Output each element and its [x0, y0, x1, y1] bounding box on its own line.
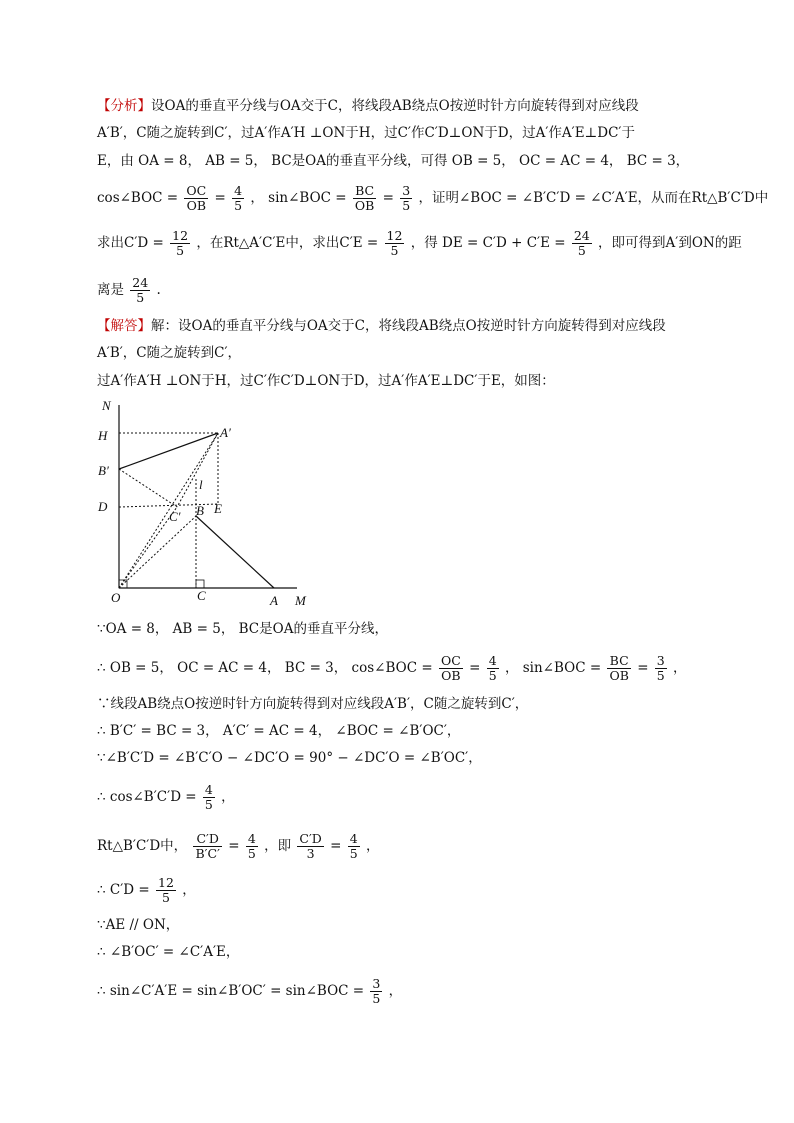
denominator: 5 — [136, 290, 145, 305]
numerator: C′D — [299, 831, 322, 846]
numerator: 4 — [247, 831, 256, 846]
step-text: ， sin∠BOC = — [504, 660, 602, 676]
step-text: ， — [182, 882, 196, 898]
fraction — [184, 184, 208, 213]
solution-tag: 【解答】 — [97, 318, 151, 334]
numerator: BC — [353, 184, 376, 199]
denominator: OB — [609, 668, 629, 683]
step-text: = — [228, 838, 240, 854]
label-l: l — [199, 477, 203, 492]
analysis-text: 设OA的垂直平分线与OA交于C，将线段AB绕点O按逆时针方向旋转得到对应线段 — [151, 98, 639, 114]
step-line-11 — [97, 977, 402, 1006]
analysis-text: = — [382, 190, 394, 206]
step-text: ， — [673, 660, 687, 676]
fraction — [156, 876, 176, 905]
fraction — [297, 832, 323, 861]
analysis-line-6 — [97, 276, 161, 305]
segment-b1-a1 — [119, 433, 218, 469]
label-a: A — [270, 593, 278, 608]
numerator: 24 — [132, 275, 149, 290]
solution-line-2 — [97, 343, 241, 363]
step-text: ∵OA = 8， AB = 5， BC是OA的垂直平分线， — [97, 621, 388, 637]
analysis-text: = — [214, 190, 226, 206]
analysis-text: . — [156, 282, 161, 298]
fraction — [203, 783, 215, 812]
analysis-text: ，在Rt△A′C′E中，求出C′E = — [196, 235, 379, 251]
label-e: E — [214, 501, 222, 516]
step-text: ∵∠B′C′D = ∠B′C′O − ∠DC′O = 90° − ∠DC′O = ∠B′OC′， — [97, 750, 482, 766]
step-text: ， — [221, 789, 235, 805]
numerator: 12 — [386, 228, 403, 243]
analysis-text: 离是 — [97, 282, 124, 298]
step-line-6 — [97, 783, 235, 812]
numerator: 4 — [488, 653, 497, 668]
numerator: 3 — [402, 183, 411, 198]
segment-b-a — [196, 516, 274, 588]
analysis-line-4 — [97, 184, 768, 213]
numerator: OC — [186, 183, 207, 198]
solution-text: A′B′，C随之旋转到C′， — [97, 345, 242, 361]
numerator: C′D — [193, 832, 221, 847]
denominator: 5 — [161, 890, 170, 905]
numerator: 3 — [372, 976, 381, 991]
denominator: 5 — [234, 198, 243, 213]
analysis-text: ，即可得到A′到ON的距 — [598, 235, 742, 251]
analysis-tag: 【分析】 — [97, 98, 151, 114]
analysis-text: cos∠BOC = — [97, 190, 179, 206]
analysis-line-5 — [97, 229, 742, 258]
denominator: 5 — [656, 668, 665, 683]
step-text: = — [330, 838, 342, 854]
analysis-line-2 — [97, 123, 635, 143]
geometry-figure — [92, 395, 322, 613]
denominator: 5 — [488, 668, 497, 683]
step-text: Rt△B′C′D中， — [97, 838, 188, 854]
step-text: ∵线段AB绕点O按逆时针方向旋转得到对应线段A′B′，C随之旋转到C′， — [97, 696, 529, 712]
label-d: D — [98, 499, 108, 514]
step-line-2 — [97, 654, 687, 683]
step-text: ∴ cos∠B′C′D = — [97, 789, 197, 805]
step-text: ∴ B′C′ = BC = 3， A′C′ = AC = 4， ∠BOC = ∠B′OC′， — [97, 723, 461, 739]
fraction — [353, 184, 376, 213]
solution-line-3 — [97, 371, 555, 391]
step-text: ∴ sin∠C′A′E = sin∠B′OC′ = sin∠BOC = — [97, 983, 365, 999]
denominator: OB — [441, 668, 461, 683]
fraction — [370, 977, 382, 1006]
segment-a1-c1 — [177, 433, 218, 507]
numerator: 24 — [573, 228, 590, 243]
label-b: B — [196, 503, 204, 518]
label-b-prime: B′ — [98, 463, 109, 478]
label-o: O — [111, 590, 121, 605]
fraction — [385, 229, 405, 258]
segment-b1-c1 — [119, 469, 177, 507]
step-text: = — [637, 660, 649, 676]
fraction — [130, 276, 150, 305]
fraction — [487, 654, 499, 683]
fraction — [572, 229, 592, 258]
denominator: 5 — [176, 243, 185, 258]
step-line-5 — [97, 748, 482, 768]
solution-line-1 — [97, 316, 666, 336]
analysis-text: ， sin∠BOC = — [250, 190, 347, 206]
label-a-prime: A′ — [220, 425, 231, 440]
step-line-1 — [97, 619, 388, 639]
label-h: H — [98, 428, 108, 443]
denominator: 5 — [372, 991, 381, 1006]
fraction — [246, 832, 258, 861]
denominator: 5 — [577, 243, 586, 258]
analysis-text: ，得 DE = C′D + C′E = — [410, 235, 566, 251]
denominator: OB — [186, 198, 207, 213]
denominator: 5 — [390, 243, 399, 258]
analysis-line-1 — [97, 96, 639, 116]
analysis-text: E，由 OA = 8， AB = 5， BC是OA的垂直平分线，可得 OB = 5， OC = AC = 4， BC = 3， — [97, 153, 690, 169]
fraction — [348, 832, 360, 861]
right-angle-mark — [196, 580, 204, 588]
numerator: 4 — [234, 183, 243, 198]
fraction — [655, 654, 667, 683]
numerator: OC — [440, 653, 461, 668]
fraction — [400, 184, 412, 213]
fraction — [170, 229, 190, 258]
step-line-3 — [97, 694, 528, 714]
fraction — [607, 654, 630, 683]
step-text: ∴ C′D = — [97, 882, 150, 898]
step-line-7 — [97, 832, 379, 861]
analysis-text: ，证明∠BOC = ∠B′C′D = ∠C′A′E，从而在Rt△B′C′D中 — [418, 190, 769, 206]
denominator: 5 — [247, 846, 256, 861]
denominator: 5 — [204, 797, 213, 812]
step-text: ， — [365, 838, 380, 854]
label-c: C — [197, 588, 206, 603]
step-text: ∵AE // ON， — [97, 917, 180, 933]
label-n: N — [102, 398, 111, 413]
step-text: ， — [388, 983, 403, 999]
numerator: 4 — [204, 782, 213, 797]
step-text: ∴ ∠B′OC′ = ∠C′A′E， — [97, 944, 240, 960]
label-c-prime: C′ — [169, 509, 181, 524]
step-text: = — [469, 660, 481, 676]
denominator: 3 — [306, 846, 315, 861]
analysis-text: 求出C′D = — [97, 235, 164, 251]
numerator: 4 — [349, 831, 358, 846]
fraction — [439, 654, 463, 683]
step-line-10 — [97, 942, 239, 962]
step-line-8 — [97, 876, 196, 905]
step-text: ∴ OB = 5， OC = AC = 4， BC = 3， cos∠BOC = — [97, 660, 433, 676]
solution-text: 解：设OA的垂直平分线与OA交于C，将线段AB绕点O按逆时针方向旋转得到对应线段 — [151, 318, 666, 334]
label-m: M — [295, 593, 306, 608]
numerator: 3 — [656, 653, 665, 668]
solution-text: 过A′作A′H ⊥ON于H，过C′作C′D⊥ON于D，过A′作A′E⊥DC′于E，如图： — [97, 373, 555, 389]
fraction — [232, 184, 244, 213]
denominator: B′C′ — [195, 846, 220, 861]
numerator: BC — [607, 654, 630, 669]
analysis-line-3 — [97, 151, 689, 171]
denominator: OB — [354, 198, 375, 213]
step-text: ，即 — [264, 838, 292, 854]
denominator: 5 — [402, 198, 411, 213]
step-line-9 — [97, 915, 179, 935]
analysis-text: A′B′，C随之旋转到C′，过A′作A′H ⊥ON于H，过C′作C′D⊥ON于D，过A′作A′E⊥DC′于 — [97, 125, 635, 141]
fraction — [193, 832, 221, 861]
step-line-4 — [97, 721, 460, 741]
numerator: 12 — [158, 875, 174, 890]
numerator: 12 — [172, 228, 189, 243]
denominator: 5 — [349, 846, 358, 861]
